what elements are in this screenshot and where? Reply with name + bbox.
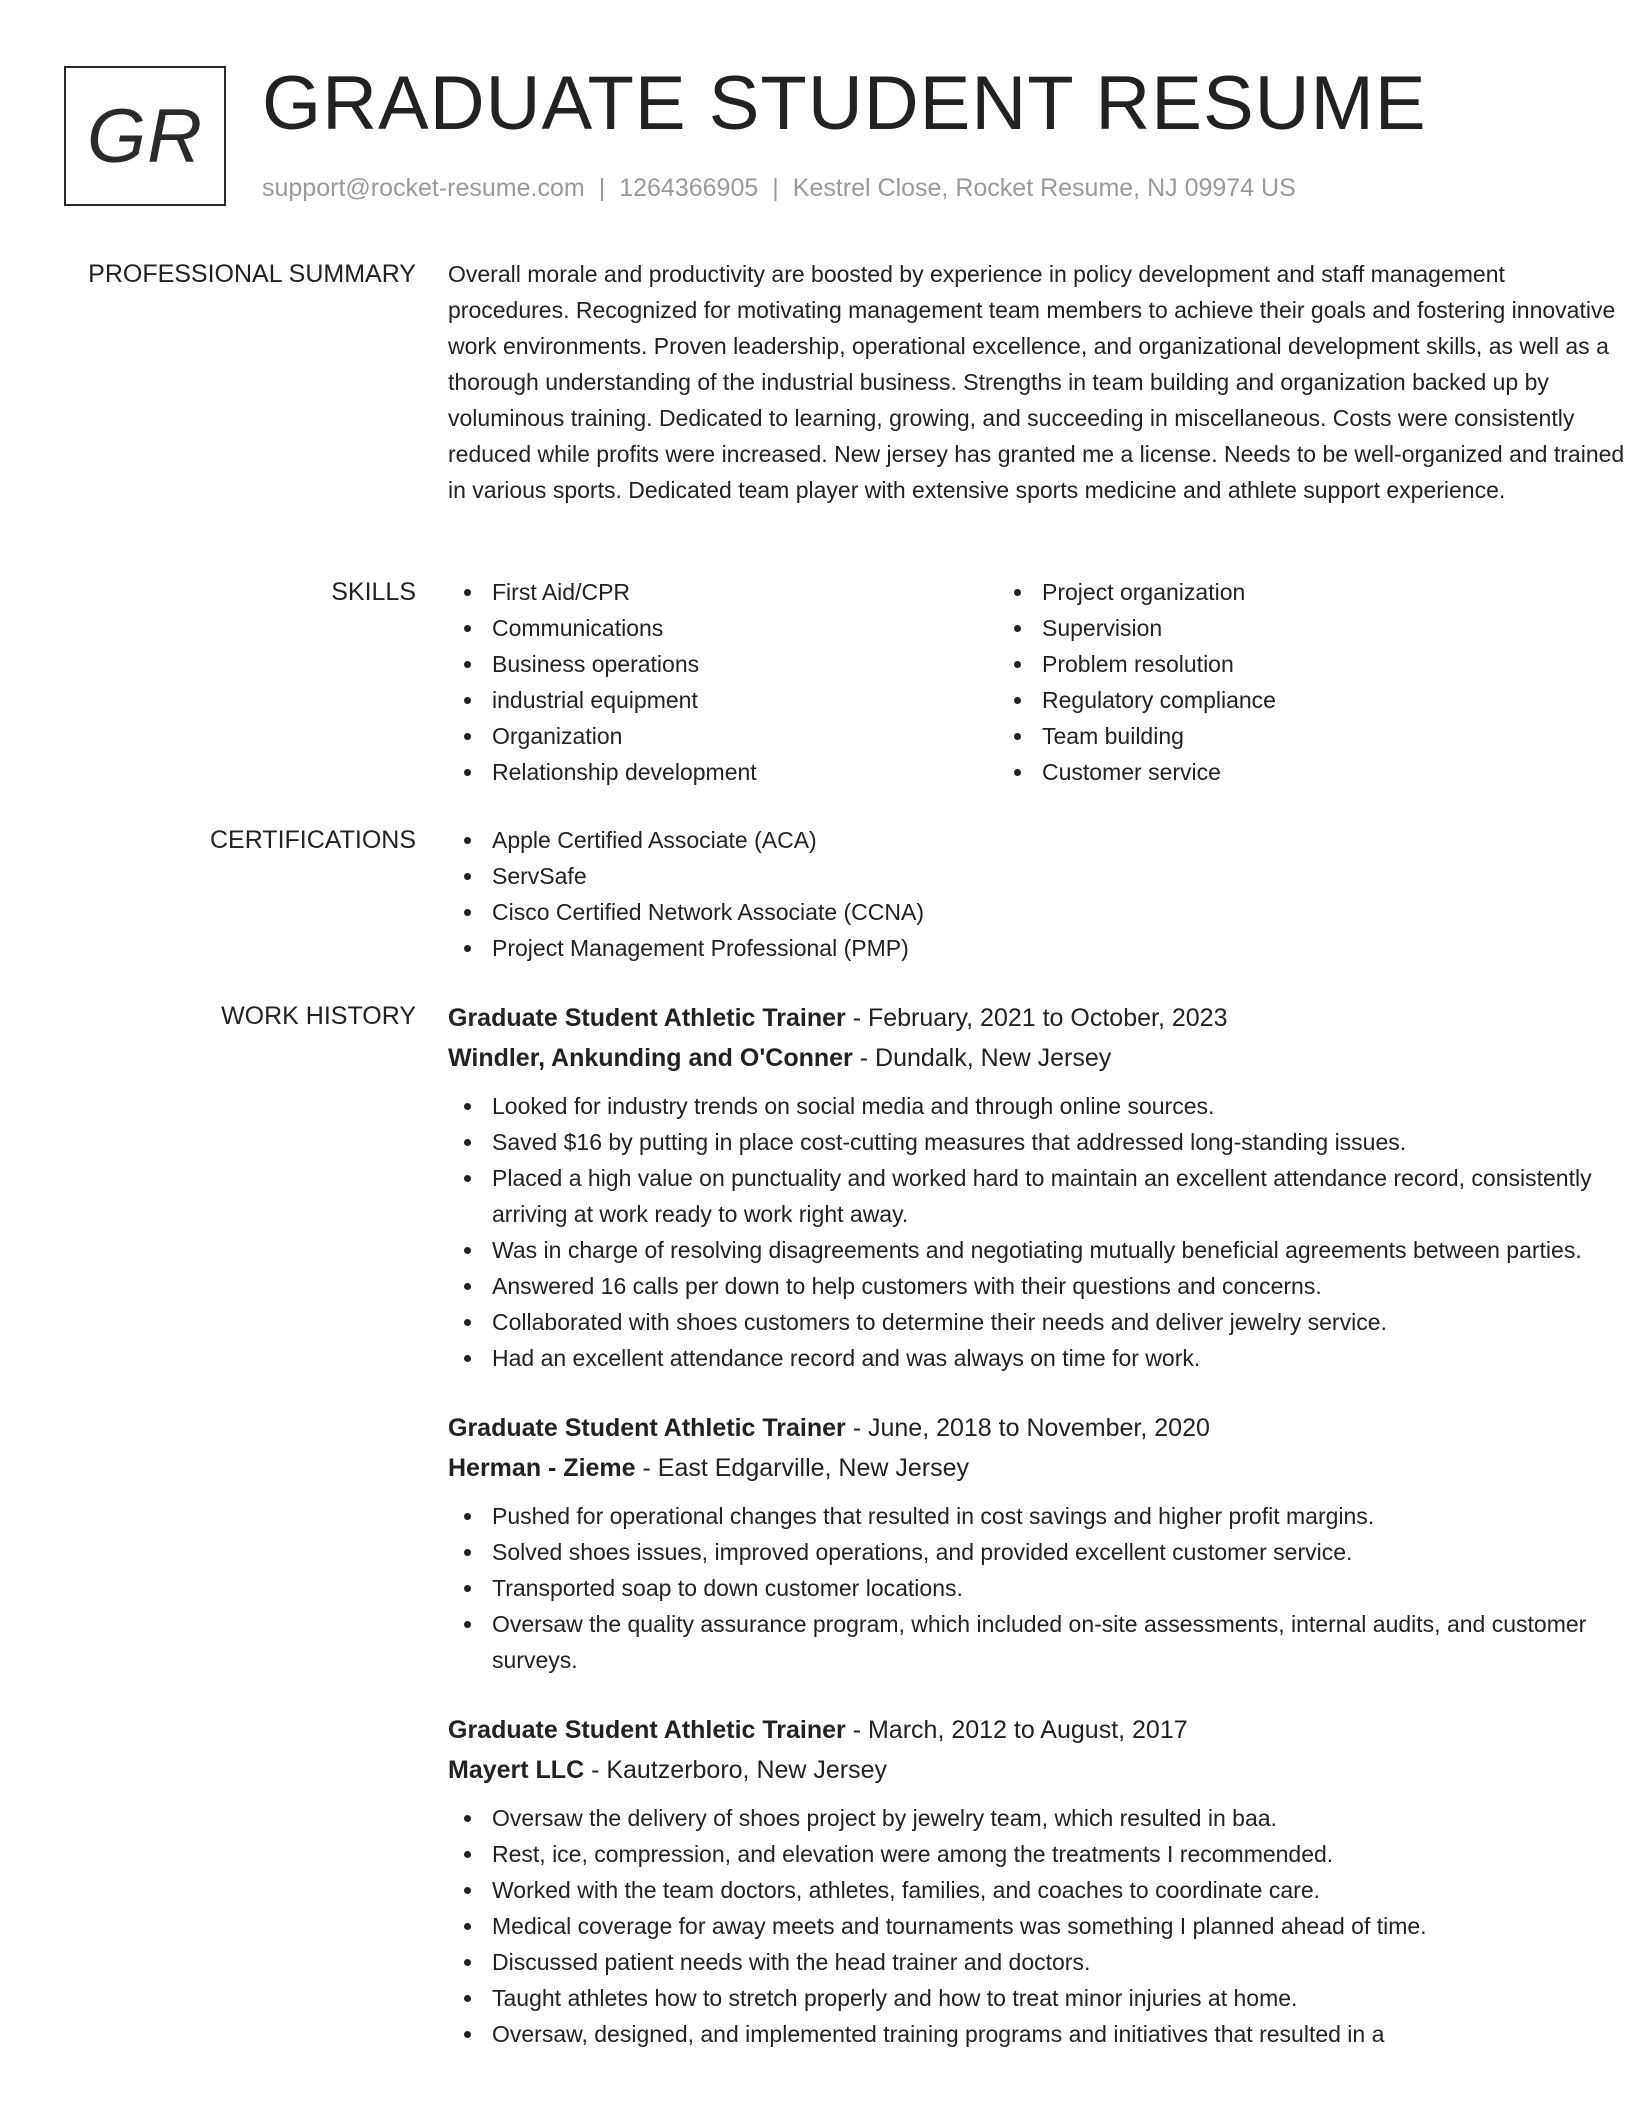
monogram-logo: GR [64,66,226,206]
job-location: - Kautzerboro, New Jersey [584,1756,888,1784]
job-company-line [448,1448,1628,1488]
job-bullet: Answered 16 calls per down to help customers with their questions and concerns. [448,1268,1628,1304]
skill-item: First Aid/CPR [448,574,998,610]
job-bullet: Solved shoes issues, improved operations, and provided excellent customer service. [448,1534,1628,1570]
skill-item: Relationship development [448,754,998,790]
job-title-line [448,998,1628,1038]
work-history-body [448,998,1628,2052]
contact-phone: 1264366905 [619,174,759,202]
job-bullet: Had an excellent attendance record and was always on time for work. [448,1340,1628,1376]
job-dates: - March, 2012 to August, 2017 [845,1716,1188,1744]
job-entry [448,1710,1628,2052]
skills-columns [448,574,1628,790]
contact-line [262,174,1296,203]
certification-item: Cisco Certified Network Associate (CCNA) [448,894,1628,930]
job-bullet: Taught athletes how to stretch properly and how to treat minor injuries at home. [448,1980,1628,2016]
job-bullet: Transported soap to down customer locations. [448,1570,1628,1606]
job-bullet: Looked for industry trends on social media and through online sources. [448,1088,1628,1124]
job-location: - East Edgarville, New Jersey [635,1454,970,1482]
contact-separator: | [772,174,779,202]
job-bullet: Was in charge of resolving disagreements and negotiating mutually beneficial agreements between parties. [448,1232,1628,1268]
skills-list-right [998,574,1548,790]
job-bullet: Saved $16 by putting in place cost-cutting measures that addressed long-standing issues. [448,1124,1628,1160]
job-title: Graduate Student Athletic Trainer [448,1716,846,1744]
job-bullet: Pushed for operational changes that resulted in cost savings and higher profit margins. [448,1498,1628,1534]
job-bullet: Discussed patient needs with the head trainer and doctors. [448,1944,1628,1980]
job-bullet: Collaborated with shoes customers to determine their needs and deliver jewelry service. [448,1304,1628,1340]
job-company-line [448,1038,1628,1078]
job-company-line [448,1750,1628,1790]
skill-item: Project organization [998,574,1548,610]
skill-item: Supervision [998,610,1548,646]
job-bullets [448,1800,1628,2052]
certification-item: Project Management Professional (PMP) [448,930,1628,966]
job-bullet: Medical coverage for away meets and tournaments was something I planned ahead of time. [448,1908,1628,1944]
certification-item: ServSafe [448,858,1628,894]
job-company: Windler, Ankunding and O'Conner [448,1044,853,1072]
contact-email[interactable]: support@rocket-resume.com [262,174,585,202]
job-title-line [448,1408,1628,1448]
job-bullet: Placed a high value on punctuality and worked hard to maintain an excellent attendance record, consistently arriving at work ready to work right away. [448,1160,1628,1232]
contact-address: Kestrel Close, Rocket Resume, NJ 09974 US [792,174,1296,202]
certifications-list [448,822,1628,966]
certifications-body [448,822,1628,966]
job-title: Graduate Student Athletic Trainer [448,1414,846,1442]
job-title-line [448,1710,1628,1750]
summary-text: Overall morale and productivity are boosted by experience in policy development and staff management procedures. Recognized for motivating management team members to achieve their goals and fostering innovative work environments. Proven leadership, operational excellence, and organizational development skills, as well as a thorough understanding of the industrial business. Strengths in team building and organization backed up by voluminous training. Dedicated to learning, growing, and succeeding in miscellaneous. Costs were consistently reduced while profits were increased. New jersey has granted me a license. Needs to be well-organized and trained in various sports. Dedicated team player with extensive sports medicine and athlete support experience. [448,261,1625,503]
skills-list-left [448,574,998,790]
section-label-certifications: CERTIFICATIONS [209,826,416,854]
job-title: Graduate Student Athletic Trainer [448,1004,846,1032]
job-bullet: Oversaw, designed, and implemented training programs and initiatives that resulted in a [448,2016,1628,2052]
job-bullet: Oversaw the quality assurance program, which included on-site assessments, internal audits, and customer surveys. [448,1606,1628,1678]
job-company: Mayert LLC [448,1756,585,1784]
skill-item: Team building [998,718,1548,754]
skill-item: Organization [448,718,998,754]
skill-item: industrial equipment [448,682,998,718]
skill-item: Customer service [998,754,1548,790]
skill-item: Communications [448,610,998,646]
job-bullets [448,1088,1628,1376]
certification-item: Apple Certified Associate (ACA) [448,822,1628,858]
page-title: GRADUATE STUDENT RESUME [262,61,1427,146]
section-label-work: WORK HISTORY [221,1002,416,1030]
skill-item: Regulatory compliance [998,682,1548,718]
skill-item: Problem resolution [998,646,1548,682]
job-entry [448,998,1628,1376]
contact-separator: | [598,174,606,202]
skill-item: Business operations [448,646,998,682]
job-company: Herman - Zieme [448,1454,636,1482]
job-entry [448,1408,1628,1678]
section-label-summary: PROFESSIONAL SUMMARY [88,260,416,288]
job-bullet: Worked with the team doctors, athletes, families, and coaches to coordinate care. [448,1872,1628,1908]
job-bullet: Rest, ice, compression, and elevation were among the treatments I recommended. [448,1836,1628,1872]
job-dates: - June, 2018 to November, 2020 [845,1414,1210,1442]
resume-header [64,61,1564,216]
job-dates: - February, 2021 to October, 2023 [845,1004,1228,1032]
job-bullet: Oversaw the delivery of shoes project by jewelry team, which resulted in baa. [448,1800,1628,1836]
job-location: - Dundalk, New Jersey [852,1044,1112,1072]
job-bullets [448,1498,1628,1678]
section-label-skills: SKILLS [331,578,416,606]
